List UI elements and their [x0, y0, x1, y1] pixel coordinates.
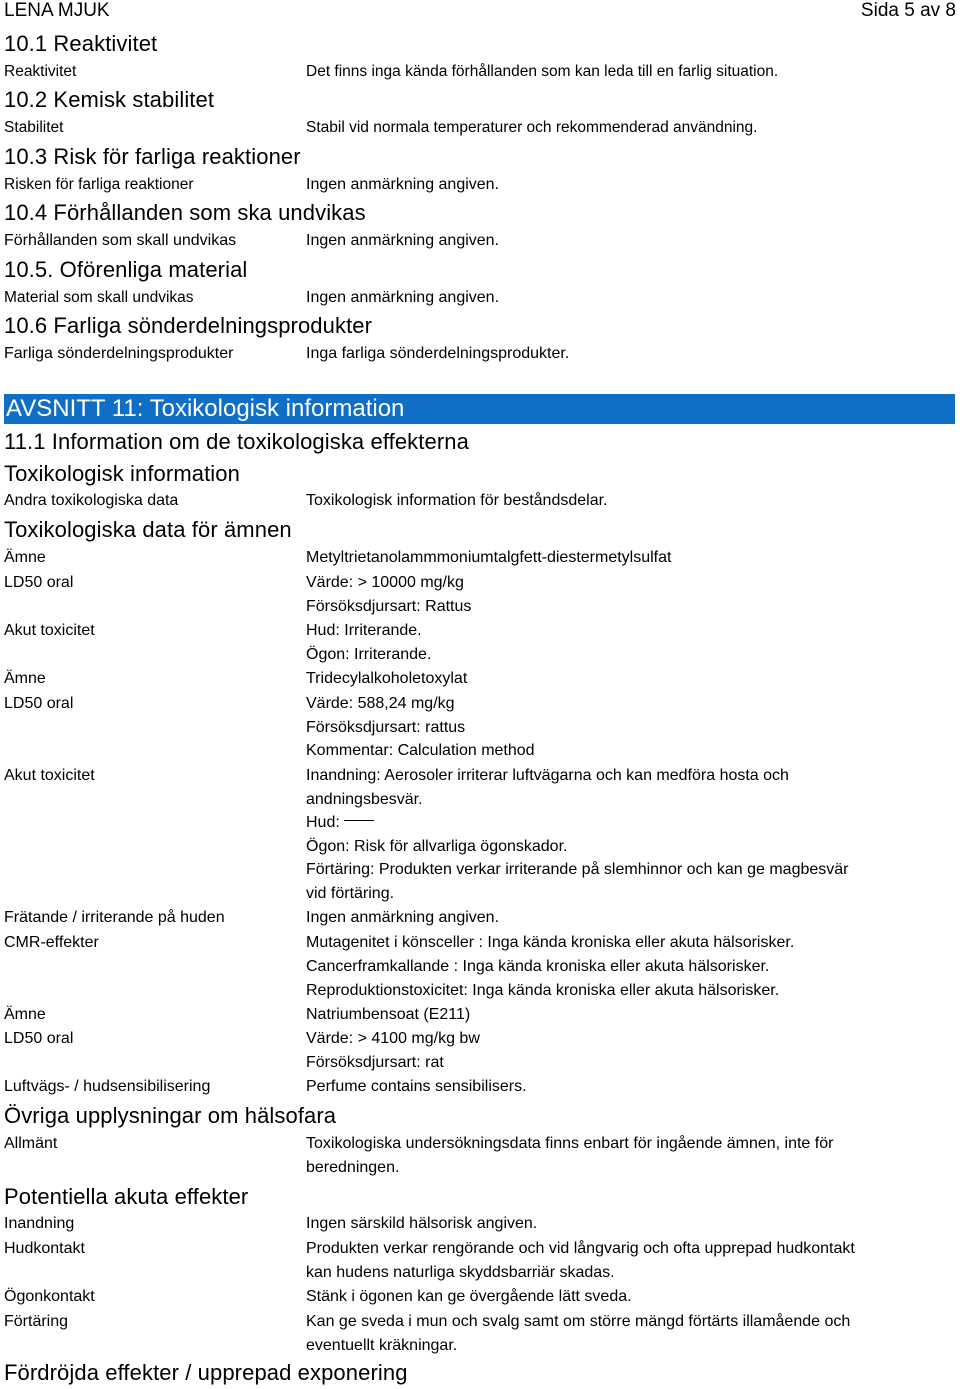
value-akut-2-hud-text: Hud:	[306, 814, 340, 831]
label-amne-3: Ämne	[4, 1006, 46, 1023]
value-fortaring-cont: eventuellt kräkningar.	[306, 1337, 458, 1354]
page-number: Sida 5 av 8	[860, 0, 956, 21]
value-cmr-cancer: Cancerframkallande : Inga kända kroniska eller akuta hälsorisker.	[306, 958, 770, 975]
heading-fordrojda: Fördröjda effekter / upprepad exponering	[4, 1360, 408, 1385]
heading-ovriga: Övriga upplysningar om hälsofara	[4, 1103, 337, 1128]
value-amne-1: Metyltrietanolammmoniumtalgfett-diestermetylsulfat	[306, 549, 672, 566]
value-ld50-3-varde: Värde: > 4100 mg/kg bw	[306, 1030, 480, 1047]
label-reaktivitet: Reaktivitet	[4, 63, 77, 80]
value-fratande: Ingen anmärkning angiven.	[306, 909, 500, 926]
value-reaktivitet: Det finns inga kända förhållanden som kan leda till en farlig situation.	[306, 63, 779, 80]
heading-10-6: 10.6 Farliga sönderdelningsprodukter	[4, 313, 373, 338]
label-ld50-1: LD50 oral	[4, 574, 74, 591]
value-ld50-1-art: Försöksdjursart: Rattus	[306, 598, 472, 615]
value-akut-2-inandning-cont: andningsbesvär.	[306, 791, 423, 808]
value-ogonkontakt: Stänk i ögonen kan ge övergående lätt sveda.	[306, 1288, 632, 1305]
heading-10-1: 10.1 Reaktivitet	[4, 31, 158, 56]
value-amne-2: Tridecylalkoholetoxylat	[306, 670, 468, 687]
value-fortaring: Kan ge sveda i mun och svalg samt om större mängd förtärts illamående och	[306, 1313, 851, 1330]
value-akut-2-hud	[306, 814, 374, 832]
value-ld50-2-varde: Värde: 588,24 mg/kg	[306, 695, 455, 712]
value-andra: Toxikologisk information för beståndsdelar.	[306, 492, 608, 509]
value-allmant-cont: beredningen.	[306, 1159, 400, 1176]
value-material: Ingen anmärkning angiven.	[306, 289, 500, 306]
value-akut-2-fortaring: Förtäring: Produkten verkar irriterande på slemhinnor och kan ge magbesvär	[306, 861, 849, 878]
value-hudkontakt-cont: kan hudens naturliga skyddsbarriär skadas.	[306, 1264, 615, 1281]
label-hudkontakt: Hudkontakt	[4, 1240, 85, 1257]
label-ogonkontakt: Ögonkontakt	[4, 1288, 95, 1305]
label-amne-1: Ämne	[4, 549, 46, 566]
label-material: Material som skall undvikas	[4, 289, 194, 306]
label-inandning: Inandning	[4, 1215, 75, 1232]
heading-tox-info: Toxikologisk information	[4, 461, 240, 486]
heading-10-3: 10.3 Risk för farliga reaktioner	[4, 144, 301, 169]
value-akut-2-inandning: Inandning: Aerosoler irriterar luftvägarna och kan medföra hosta och	[306, 767, 789, 784]
section-11-title: AVSNITT 11: Toxikologisk information	[6, 395, 405, 422]
value-cmr-mutagenitet: Mutagenitet i könsceller : Inga kända kroniska eller akuta hälsorisker.	[306, 934, 795, 951]
label-allmant: Allmänt	[4, 1135, 58, 1152]
value-amne-3: Natriumbensoat (E211)	[306, 1006, 471, 1023]
label-forhallanden: Förhållanden som skall undvikas	[4, 232, 237, 249]
value-akut-1-ogon: Ögon: Irriterande.	[306, 646, 432, 663]
label-ld50-2: LD50 oral	[4, 695, 74, 712]
heading-10-5: 10.5. Oförenliga material	[4, 257, 248, 282]
company-name: LENA MJUK	[4, 0, 110, 21]
value-inandning: Ingen särskild hälsorisk angiven.	[306, 1215, 538, 1232]
label-fratande: Frätande / irriterande på huden	[4, 909, 225, 926]
value-allmant: Toxikologiska undersökningsdata finns enbart för ingående ämnen, inte för	[306, 1135, 834, 1152]
value-hudkontakt: Produkten verkar rengörande och vid långvarig och ofta upprepad hudkontakt	[306, 1240, 855, 1257]
value-akut-1-hud: Hud: Irriterande.	[306, 622, 422, 639]
value-farliga: Inga farliga sönderdelningsprodukter.	[306, 345, 570, 362]
value-stabilitet: Stabil vid normala temperaturer och rekommenderad användning.	[306, 119, 758, 136]
label-risken: Risken för farliga reaktioner	[4, 176, 194, 193]
section-11-banner	[4, 394, 955, 424]
label-stabilitet: Stabilitet	[4, 119, 64, 136]
label-akut-1: Akut toxicitet	[4, 622, 95, 639]
value-ld50-3-art: Försöksdjursart: rat	[306, 1054, 444, 1071]
label-sensibilisering: Luftvägs- / hudsensibilisering	[4, 1078, 211, 1095]
value-ld50-2-art: Försöksdjursart: rattus	[306, 719, 466, 736]
heading-11-1: 11.1 Information om de toxikologiska effekterna	[4, 429, 469, 454]
dash-line	[344, 820, 374, 821]
label-akut-2: Akut toxicitet	[4, 767, 95, 784]
heading-tox-data: Toxikologiska data för ämnen	[4, 517, 292, 542]
value-risken: Ingen anmärkning angiven.	[306, 176, 500, 193]
heading-akuta-effekter: Potentiella akuta effekter	[4, 1184, 249, 1209]
label-amne-2: Ämne	[4, 670, 46, 687]
value-cmr-reproduktion: Reproduktionstoxicitet: Inga kända kroniska eller akuta hälsorisker.	[306, 982, 780, 999]
label-farliga: Farliga sönderdelningsprodukter	[4, 345, 234, 362]
value-forhallanden: Ingen anmärkning angiven.	[306, 232, 500, 249]
label-fortaring: Förtäring	[4, 1313, 69, 1330]
value-ld50-2-kommentar: Kommentar: Calculation method	[306, 742, 535, 759]
label-cmr: CMR-effekter	[4, 934, 99, 951]
value-ld50-1-varde: Värde: > 10000 mg/kg	[306, 574, 464, 591]
value-akut-2-fortaring-cont: vid förtäring.	[306, 885, 395, 902]
value-akut-2-ogon: Ögon: Risk för allvarliga ögonskador.	[306, 838, 568, 855]
label-ld50-3: LD50 oral	[4, 1030, 74, 1047]
heading-10-2: 10.2 Kemisk stabilitet	[4, 87, 215, 112]
value-sensibilisering: Perfume contains sensibilisers.	[306, 1078, 527, 1095]
label-andra: Andra toxikologiska data	[4, 492, 179, 509]
heading-10-4: 10.4 Förhållanden som ska undvikas	[4, 200, 366, 225]
